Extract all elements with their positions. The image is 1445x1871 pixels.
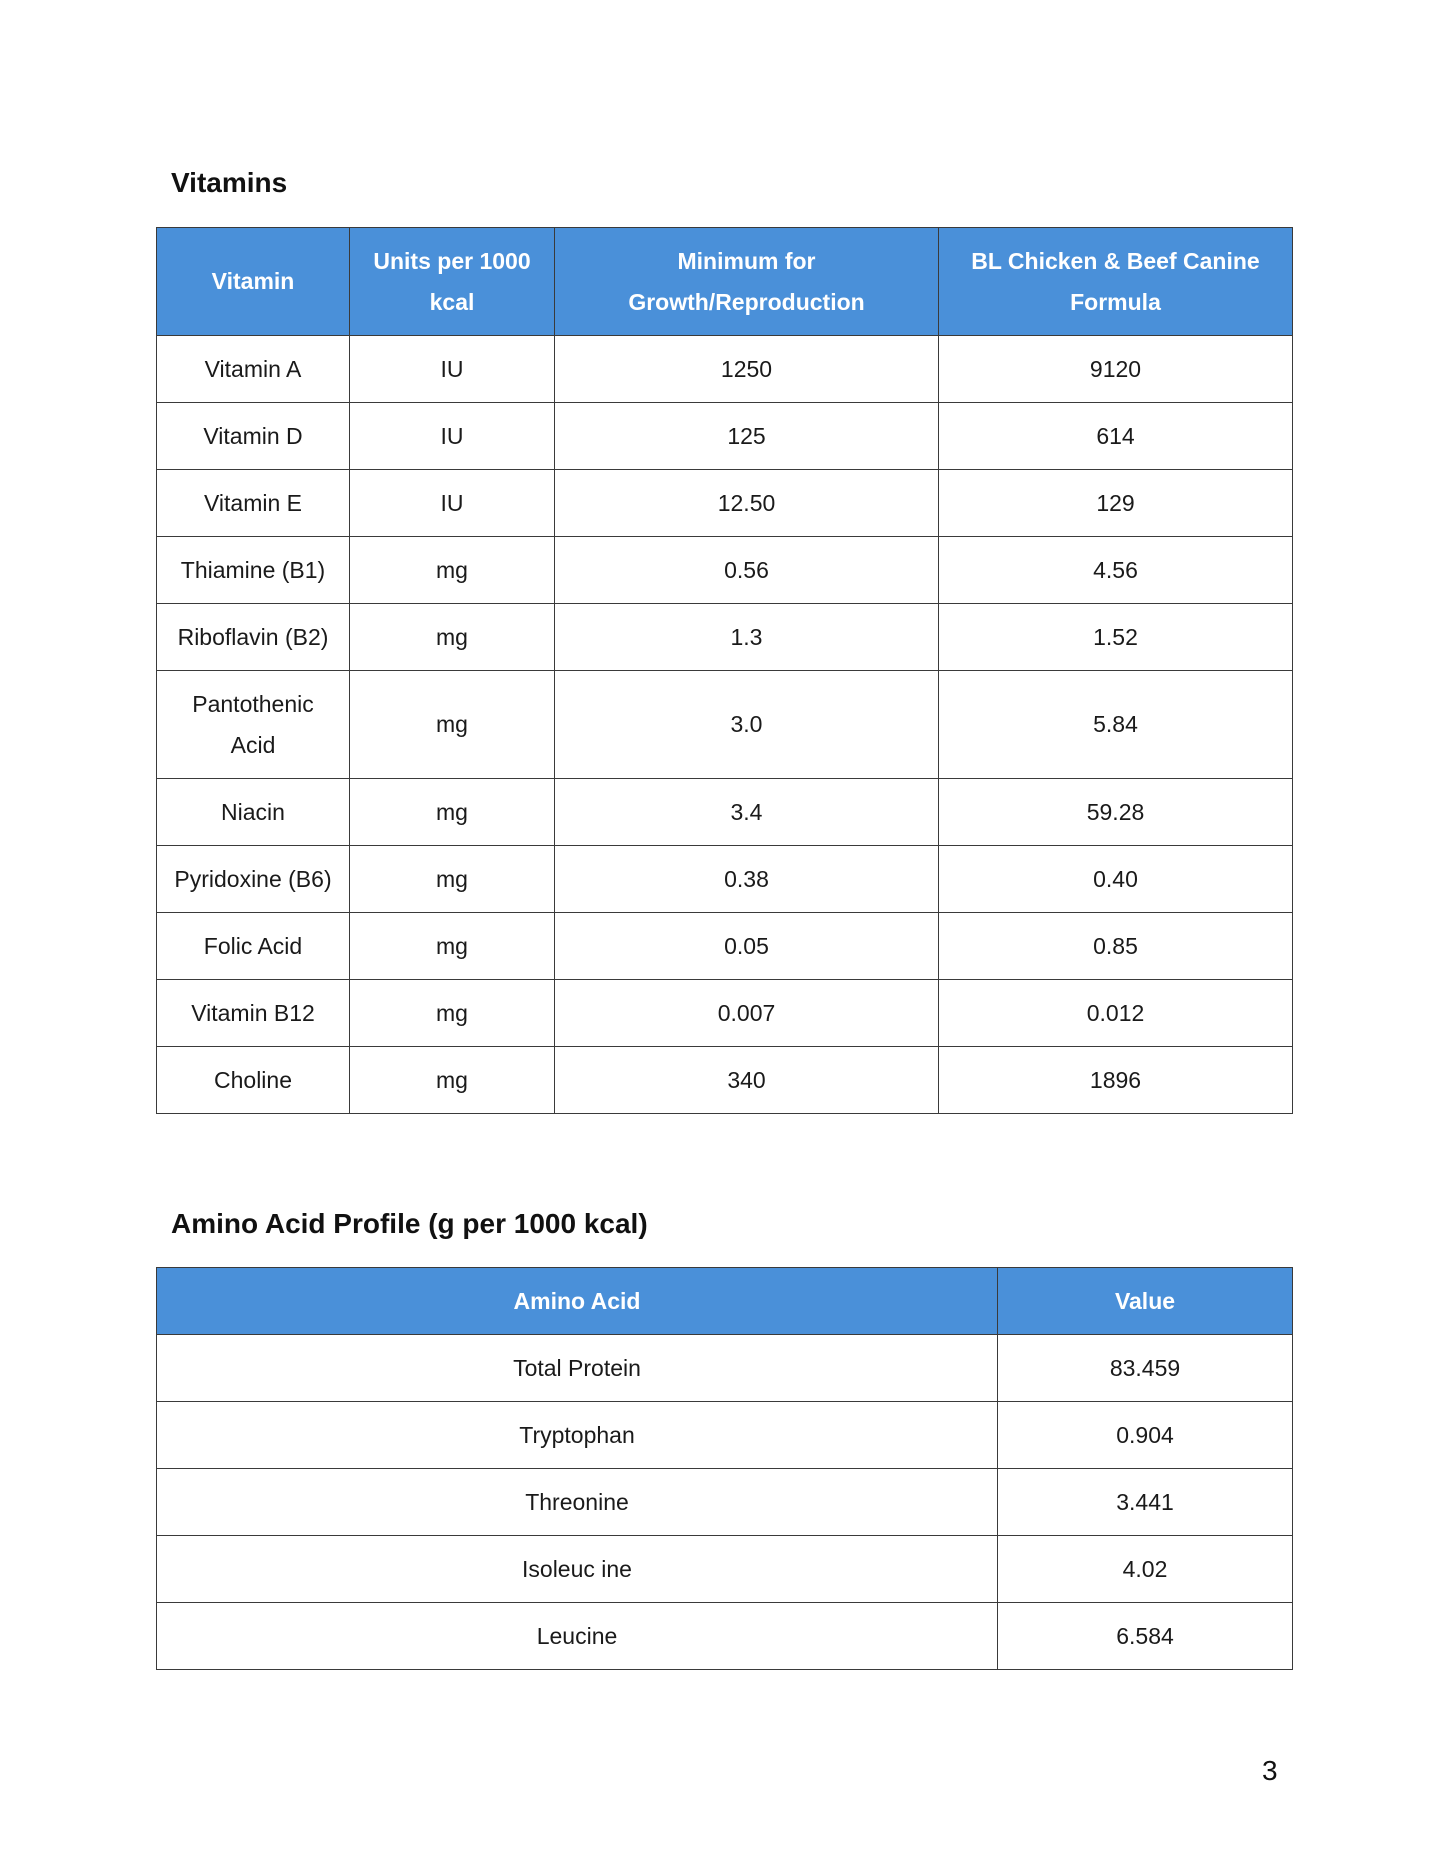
vitamin-name-cell: Pantothenic Acid xyxy=(157,671,350,779)
vitamin-name-cell: Vitamin D xyxy=(157,403,350,470)
formula-cell: 9120 xyxy=(939,336,1293,403)
units-cell: mg xyxy=(350,1047,555,1114)
minimum-cell: 3.4 xyxy=(555,779,939,846)
minimum-cell: 1250 xyxy=(555,336,939,403)
formula-cell: 1.52 xyxy=(939,604,1293,671)
vitamin-name-cell: Vitamin B12 xyxy=(157,980,350,1047)
units-cell: IU xyxy=(350,470,555,537)
table-row xyxy=(157,537,1293,604)
units-cell: mg xyxy=(350,913,555,980)
table-row xyxy=(157,1402,1293,1469)
amino-name-cell: Isoleuc ine xyxy=(157,1536,998,1603)
amino-value-cell: 4.02 xyxy=(998,1536,1293,1603)
formula-cell: 5.84 xyxy=(939,671,1293,779)
column-header-formula: BL Chicken & Beef Canine Formula xyxy=(939,228,1293,336)
table-row xyxy=(157,403,1293,470)
table-row xyxy=(157,980,1293,1047)
vitamin-name-cell: Vitamin A xyxy=(157,336,350,403)
minimum-cell: 340 xyxy=(555,1047,939,1114)
units-cell: mg xyxy=(350,846,555,913)
table-row xyxy=(157,671,1293,779)
amino-name-cell: Leucine xyxy=(157,1603,998,1670)
amino-value-cell: 0.904 xyxy=(998,1402,1293,1469)
amino-name-cell: Tryptophan xyxy=(157,1402,998,1469)
formula-cell: 0.012 xyxy=(939,980,1293,1047)
formula-cell: 59.28 xyxy=(939,779,1293,846)
column-header-vitamin: Vitamin xyxy=(157,228,350,336)
amino-acid-table xyxy=(156,1267,1293,1670)
minimum-cell: 0.38 xyxy=(555,846,939,913)
table-row xyxy=(157,1335,1293,1402)
table-row xyxy=(157,846,1293,913)
vitamin-name-cell: Pyridoxine (B6) xyxy=(157,846,350,913)
amino-value-cell: 6.584 xyxy=(998,1603,1293,1670)
column-header-value: Value xyxy=(998,1268,1293,1335)
minimum-cell: 125 xyxy=(555,403,939,470)
units-cell: mg xyxy=(350,604,555,671)
amino-name-cell: Threonine xyxy=(157,1469,998,1536)
vitamins-section-title: Vitamins xyxy=(171,167,288,198)
units-cell: mg xyxy=(350,980,555,1047)
minimum-cell: 12.50 xyxy=(555,470,939,537)
minimum-cell: 0.05 xyxy=(555,913,939,980)
vitamin-name-cell: Folic Acid xyxy=(157,913,350,980)
page-number: 3 xyxy=(1262,1755,1278,1786)
amino-section-title: Amino Acid Profile (g per 1000 kcal) xyxy=(171,1208,648,1239)
table-header-row xyxy=(157,1268,1293,1335)
table-header-row xyxy=(157,228,1293,336)
amino-value-cell: 3.441 xyxy=(998,1469,1293,1536)
minimum-cell: 0.007 xyxy=(555,980,939,1047)
units-cell: IU xyxy=(350,336,555,403)
minimum-cell: 1.3 xyxy=(555,604,939,671)
amino-name-cell: Total Protein xyxy=(157,1335,998,1402)
vitamin-name-cell: Riboflavin (B2) xyxy=(157,604,350,671)
table-row xyxy=(157,913,1293,980)
table-row xyxy=(157,1469,1293,1536)
column-header-units: Units per 1000 kcal xyxy=(350,228,555,336)
vitamin-name-cell: Thiamine (B1) xyxy=(157,537,350,604)
formula-cell: 1896 xyxy=(939,1047,1293,1114)
vitamin-name-cell: Niacin xyxy=(157,779,350,846)
table-row xyxy=(157,1047,1293,1114)
formula-cell: 0.40 xyxy=(939,846,1293,913)
table-row xyxy=(157,1536,1293,1603)
table-row xyxy=(157,336,1293,403)
formula-cell: 0.85 xyxy=(939,913,1293,980)
table-row xyxy=(157,604,1293,671)
vitamin-name-cell: Vitamin E xyxy=(157,470,350,537)
minimum-cell: 0.56 xyxy=(555,537,939,604)
table-row xyxy=(157,779,1293,846)
formula-cell: 614 xyxy=(939,403,1293,470)
vitamins-table xyxy=(156,227,1293,1114)
formula-cell: 4.56 xyxy=(939,537,1293,604)
units-cell: IU xyxy=(350,403,555,470)
vitamin-name-cell: Choline xyxy=(157,1047,350,1114)
units-cell: mg xyxy=(350,537,555,604)
column-header-minimum: Minimum for Growth/Reproduction xyxy=(555,228,939,336)
table-row xyxy=(157,470,1293,537)
minimum-cell: 3.0 xyxy=(555,671,939,779)
units-cell: mg xyxy=(350,779,555,846)
formula-cell: 129 xyxy=(939,470,1293,537)
table-row xyxy=(157,1603,1293,1670)
units-cell: mg xyxy=(350,671,555,779)
amino-value-cell: 83.459 xyxy=(998,1335,1293,1402)
column-header-amino-acid: Amino Acid xyxy=(157,1268,998,1335)
